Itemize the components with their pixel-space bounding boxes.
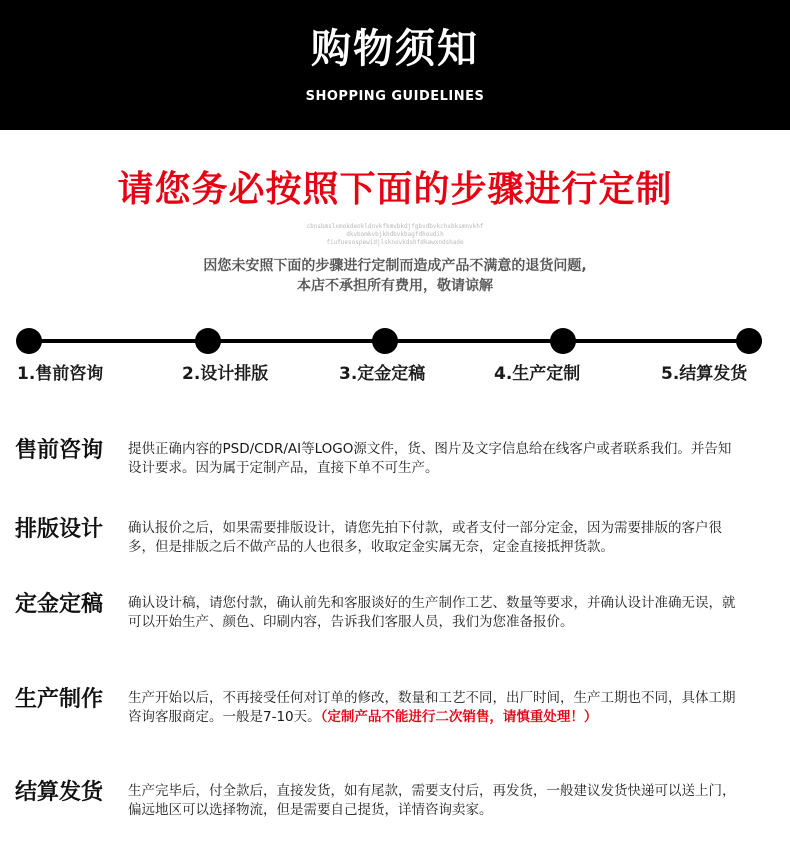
step-timeline (16, 326, 776, 356)
step-dot (736, 328, 762, 354)
section-body: 确认报价之后，如果需要排版设计，请您先拍下付款，或者支付一部分定金，因为需要排版的客户很多，但是排版之后不做产品的人也很多，收取定金实属无奈，定金直接抵押货款。 (128, 520, 722, 555)
notice-line: 因您未安照下面的步骤进行定制而造成产品不满意的退货问题, (203, 258, 587, 274)
section-title: 定金定稿 (15, 592, 104, 617)
section-title: 生产制作 (15, 687, 104, 712)
header-banner (0, 0, 790, 130)
section-title: 售前咨询 (15, 438, 104, 463)
section-body: 生产完毕后，付全款后，直接发货，如有尾款，需要支付后，再发货，一般建议发货快递可以送上门，偏远地区可以选择物流，但是需要自己提货，详情咨询卖家。 (128, 783, 736, 818)
section-body: 确认设计稿，请您付款，确认前先和客服谈好的生产制作工艺、数量等要求，并确认设计准确无误，就可以开始生产、颜色、印刷内容，告诉我们客服人员，我们为您准备报价。 (128, 595, 736, 630)
section-title: 排版设计 (15, 517, 104, 542)
step-label: 3.定金定稿 (339, 364, 426, 384)
decorative-text-line: cbnsbmslxmokdeokldnvkfkmvbkdjfgbvdbvkchxbksmnvkhf (306, 223, 484, 230)
step-dot (372, 328, 398, 354)
section-body (128, 689, 740, 727)
warning-text: （定制产品不能进行二次销售，请慎重处理！） (320, 709, 598, 725)
decorative-text-line: fiufuesospewidjlsknovkdshfdkawxndshade (326, 239, 464, 246)
step-dot (16, 328, 42, 354)
notice-line: 本店不承担所有费用，敬请谅解 (297, 278, 493, 294)
section-body: 提供正确内容的PSD/CDR/AI等LOGO源文件，货、图片及文字信息给在线客户或者联系我们。并告知设计要求。因为属于定制产品，直接下单不可生产。 (128, 441, 732, 476)
step-label: 4.生产定制 (494, 364, 581, 384)
step-label: 5.结算发货 (661, 364, 748, 384)
step-label: 1.售前咨询 (17, 364, 104, 384)
step-dot (550, 328, 576, 354)
headline: 请您务必按照下面的步骤进行定制 (117, 169, 673, 210)
section-title: 结算发货 (15, 780, 104, 805)
section-body-text: 生产开始以后，不再接受任何对订单的修改，数量和工艺不同，出厂时间，生产工期也不同，具体工期咨询客服商定。一般是7-10天。 (128, 690, 736, 725)
page-subtitle: SHOPPING GUIDELINES (305, 89, 485, 104)
step-label: 2.设计排版 (182, 364, 269, 384)
page-title: 购物须知 (311, 26, 479, 72)
decorative-text-line: dkvbomkvbjkhdbvkbagfdhoudih (346, 231, 444, 238)
step-dot (195, 328, 221, 354)
